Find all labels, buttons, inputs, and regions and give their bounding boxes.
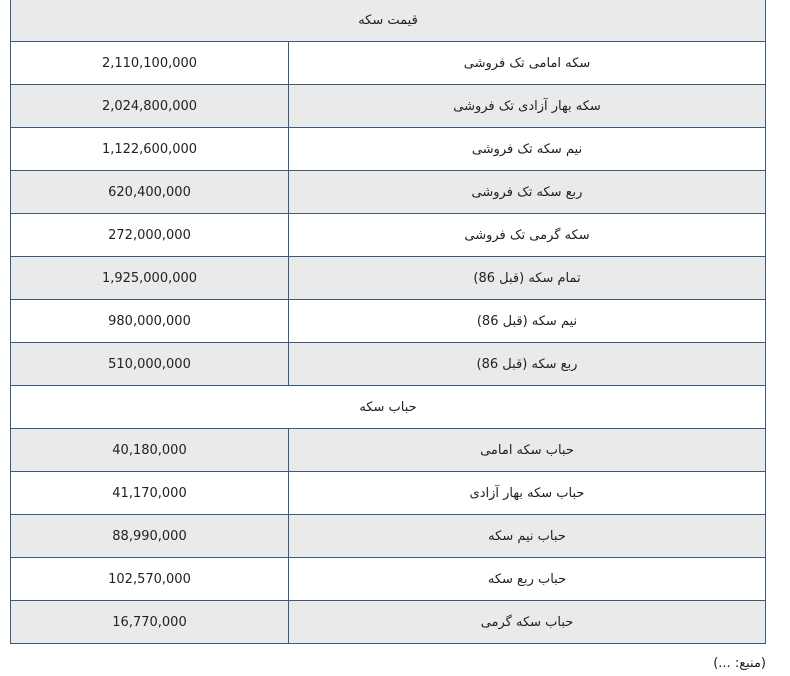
price-value: 2,110,100,000 bbox=[101, 55, 198, 71]
coin-label: نیم سکه تک فروشی bbox=[288, 128, 765, 170]
table-row bbox=[11, 214, 765, 257]
table-row bbox=[11, 515, 765, 558]
price-value: 510,000,000 bbox=[108, 356, 191, 372]
price-value: 272,000,000 bbox=[108, 227, 191, 243]
coin-label: حباب سکه بهار آزادی bbox=[288, 472, 765, 514]
table-row bbox=[11, 472, 765, 515]
table-row bbox=[11, 300, 765, 343]
section-header-label: حباب سکه bbox=[359, 399, 417, 415]
coin-label: حباب سکه امامی bbox=[288, 429, 765, 471]
price-value: 980,000,000 bbox=[108, 313, 191, 329]
section-header-label: قیمت سکه bbox=[358, 13, 418, 28]
price-value: 16,770,000 bbox=[112, 614, 187, 630]
table-row bbox=[11, 42, 765, 85]
price-value: 2,024,800,000 bbox=[101, 98, 198, 114]
price-value: 102,570,000 bbox=[108, 571, 191, 587]
coin-label: حباب نیم سکه bbox=[288, 515, 765, 557]
coin-label: تمام سکه (قبل 86) bbox=[288, 257, 765, 299]
table-row bbox=[11, 257, 765, 300]
price-value: 41,170,000 bbox=[112, 485, 187, 501]
coin-label: حباب سکه گرمی bbox=[288, 601, 765, 643]
price-value: 620,400,000 bbox=[108, 184, 191, 200]
table-row bbox=[11, 85, 765, 128]
table-row bbox=[11, 128, 765, 171]
coin-label: ربع سکه (قبل 86) bbox=[288, 343, 765, 385]
coin-label: ربع سکه تک فروشی bbox=[288, 171, 765, 213]
source-note: (منبع: ...) bbox=[713, 656, 766, 671]
table-row bbox=[11, 343, 765, 386]
section-header-coin-bubble bbox=[11, 386, 765, 429]
table-row bbox=[11, 429, 765, 472]
table-row bbox=[11, 171, 765, 214]
coin-label: نیم سکه (قبل 86) bbox=[288, 300, 765, 342]
coin-label: حباب ربع سکه bbox=[288, 558, 765, 600]
table-row bbox=[11, 558, 765, 601]
coin-label: سکه گرمی تک فروشی bbox=[288, 214, 765, 256]
price-value: 40,180,000 bbox=[112, 442, 187, 458]
coin-price-table bbox=[10, 0, 766, 644]
table-row bbox=[11, 601, 765, 644]
coin-label: سکه امامی تک فروشی bbox=[288, 42, 765, 84]
coin-label: سکه بهار آزادی تک فروشی bbox=[288, 85, 765, 127]
price-value: 1,122,600,000 bbox=[101, 141, 198, 157]
price-value: 1,925,000,000 bbox=[101, 270, 198, 286]
price-value: 88,990,000 bbox=[112, 528, 187, 544]
section-header-coin-price bbox=[11, 0, 765, 42]
